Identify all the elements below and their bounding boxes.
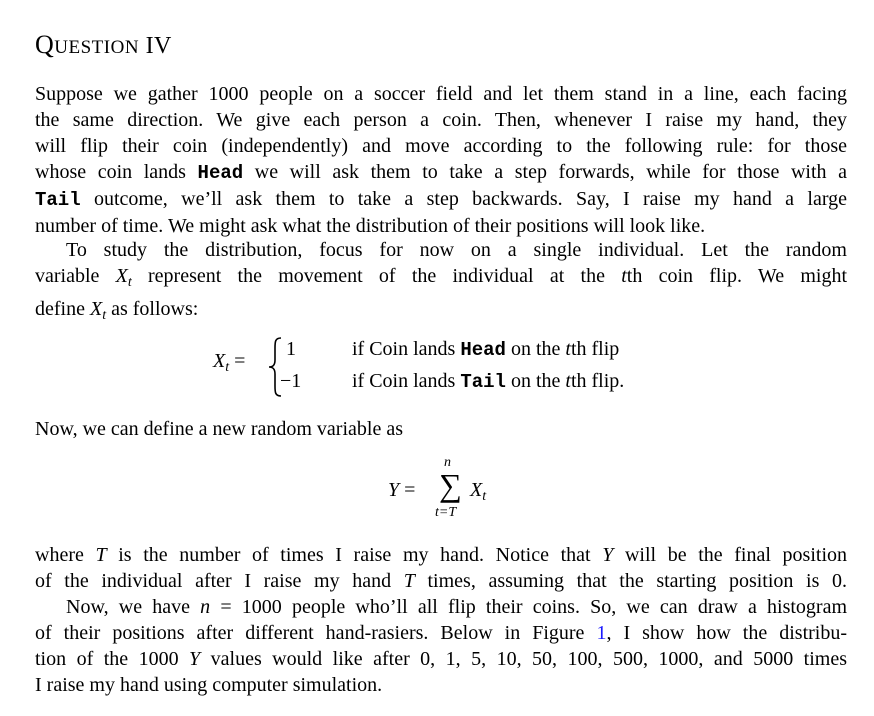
paragraph-define-y: Now, we can define a new random variable as (35, 418, 403, 440)
equation-piecewise-xt: $X_t$ = 1 −1 if Coin lands Head on the tth flip if Coin lands Tail on the tth flip. (0, 330, 874, 400)
code-tail: Tail (35, 189, 81, 211)
code-head: Head (197, 162, 244, 184)
figure-reference-link[interactable]: 1 (596, 622, 607, 644)
paragraph-random-variable: To study the distribution, focus for now on a single individual. Let the random variable $X_t$ represent the movement of the individual at the tth coin flip. We might define $X_t$ as follows: (35, 239, 847, 323)
paragraph-final-position: where T is the number of times I raise my hand. Notice that Y will be the final position of the individual after I raise my hand T times, assuming that the starting position is 0. Now, we have n = 1000 people who’ll all flip their coins. So, we can draw a histogram of their positions after different hand-rasiers. Below in Figure 1, I show how the distribu- tion of the 1000 Y values would like after 0, 1, 5, 10, 50, 100, 500, 1000, and 5000 times I raise my hand using computer simulation. (35, 544, 848, 696)
equation-sum-y: Y = n ∑ t=T $X_t$ (388, 455, 487, 520)
section-title: QUESTION IV (35, 30, 172, 59)
paragraph-coin-experiment: Suppose we gather 1000 people on a soccer field and let them stand in a line, each facing the same direction. We give each person a coin. Then, whenever I raise my hand, they will flip their coin (independently) and move according to the following rule: for those whose coin lands Head we will ask them to take a step forwards, while for those with a Tail outcome, we’ll ask them to take a step backwards. Say, I raise my hand a large number of time. We might ask what the distribution of their positions will look like. (35, 83, 847, 237)
